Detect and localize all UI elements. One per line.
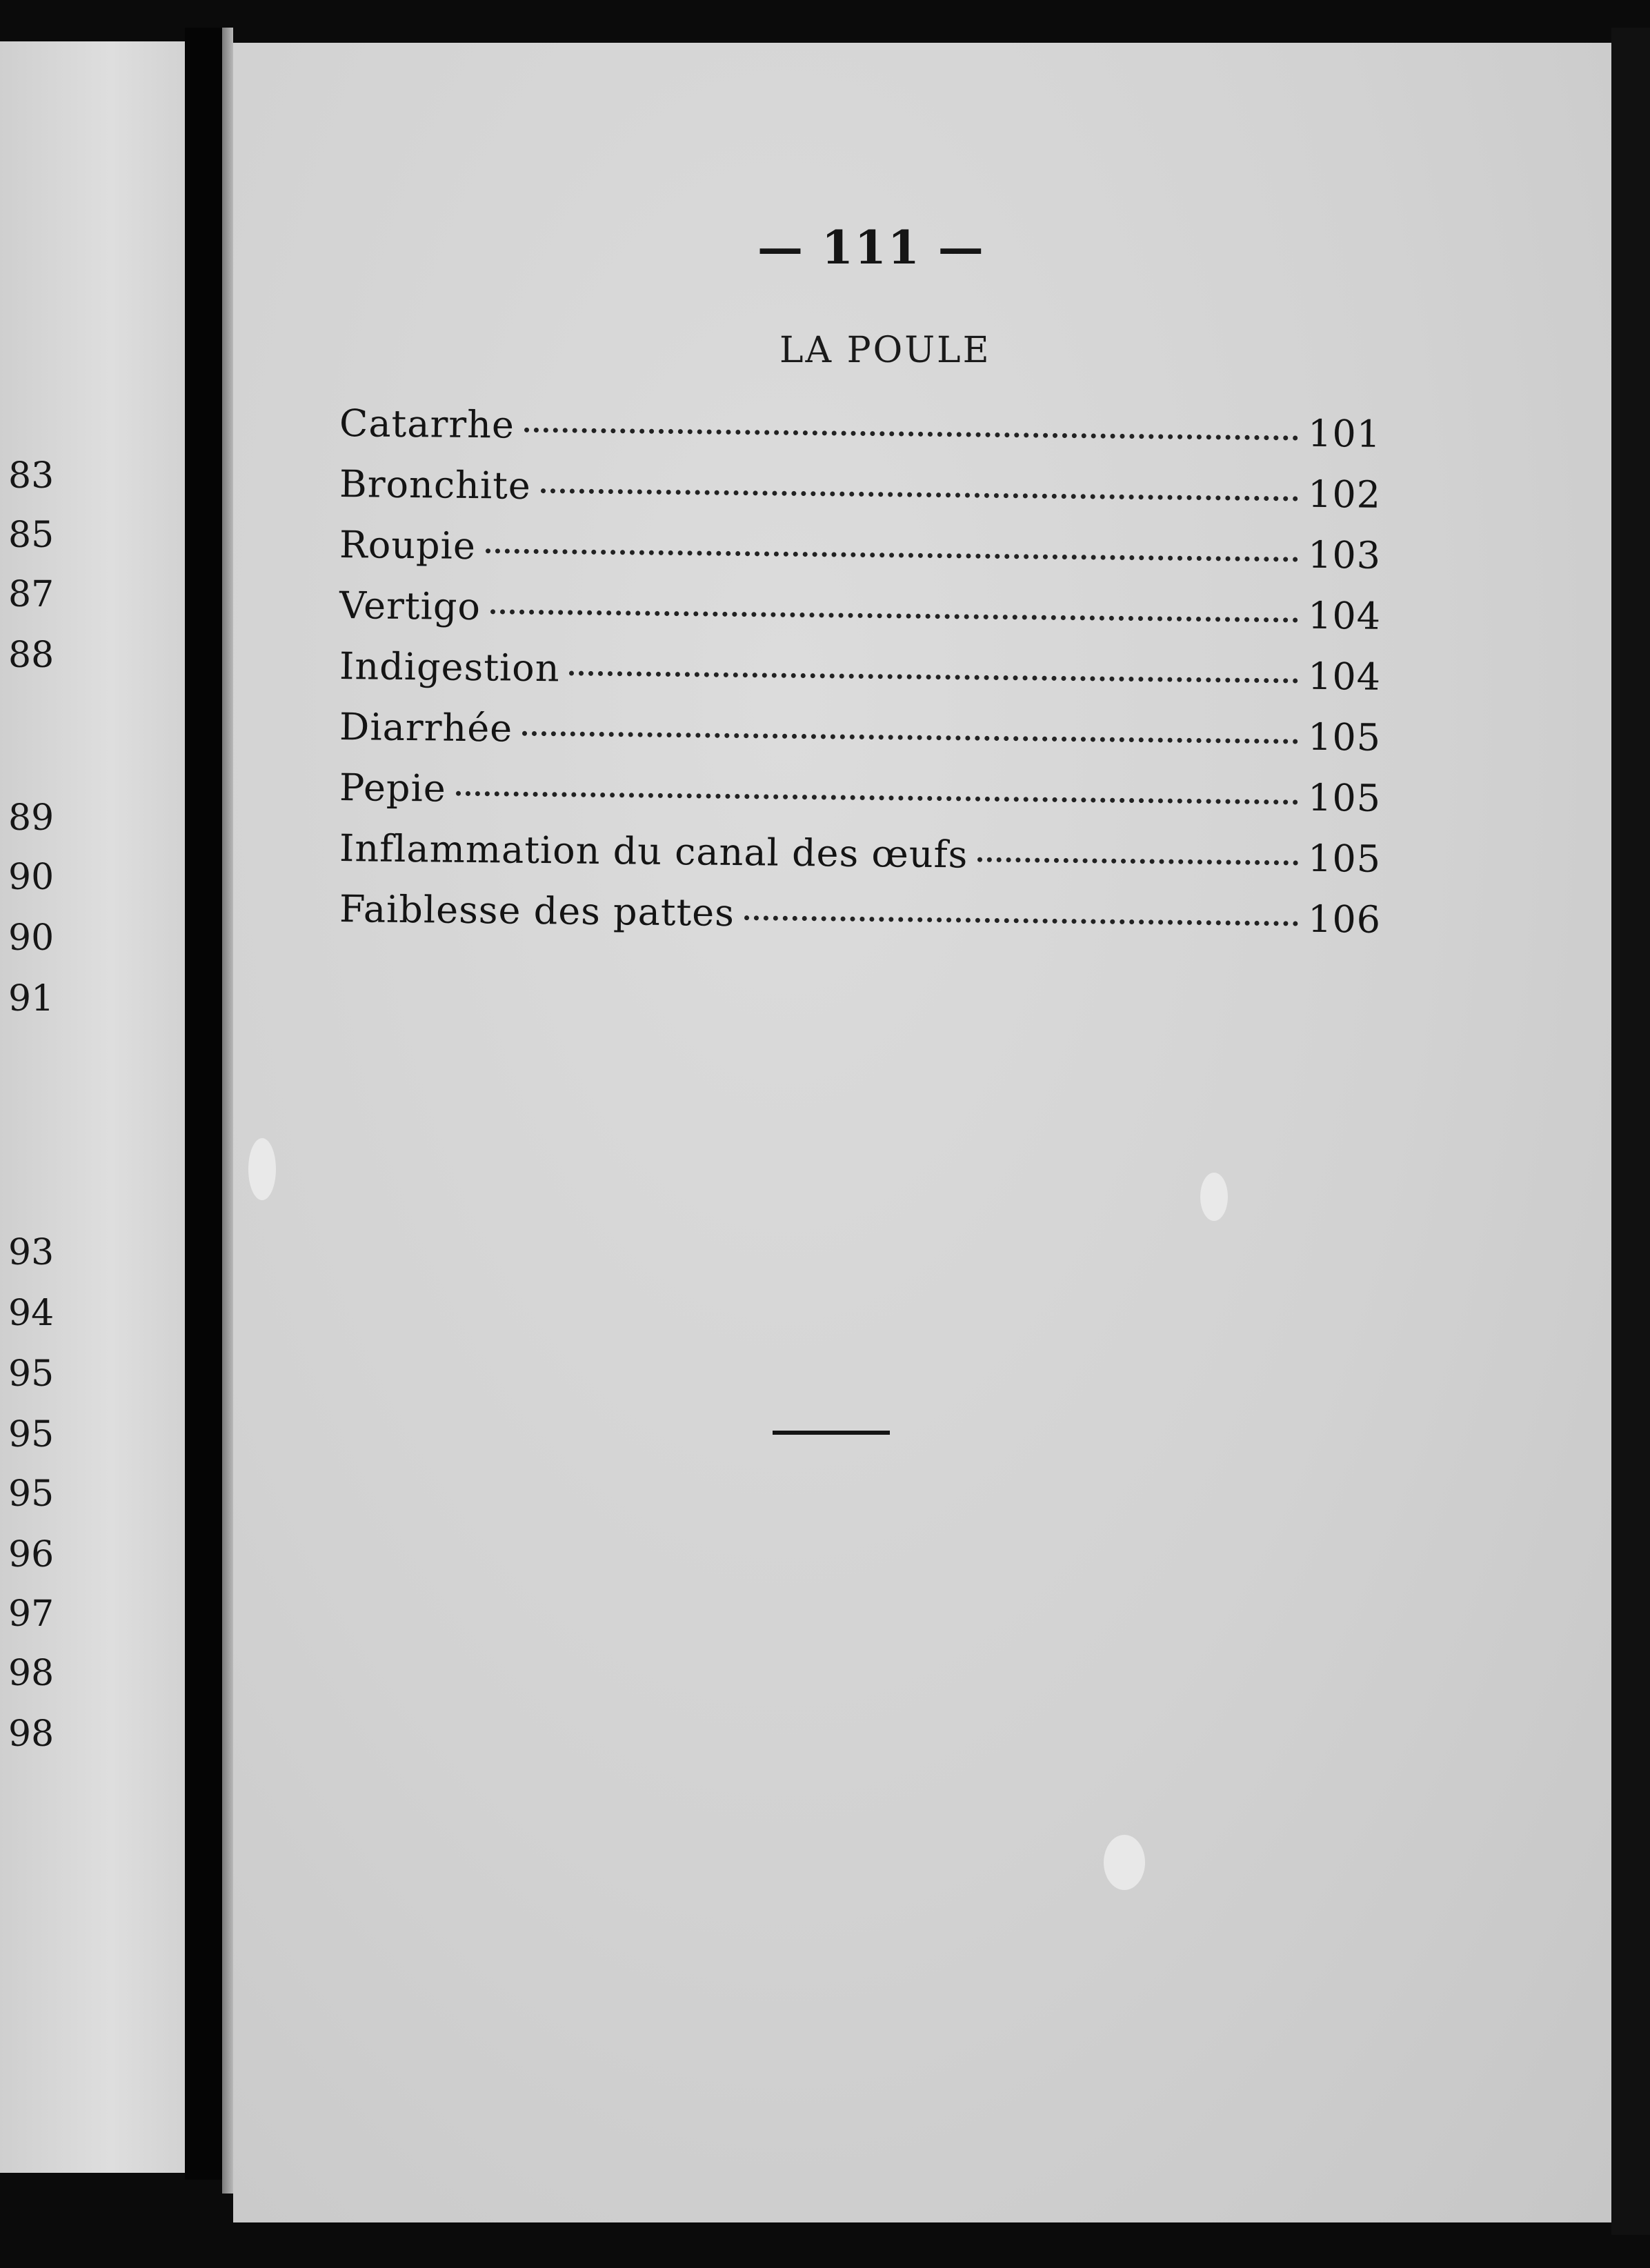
toc-entry <box>339 462 1382 531</box>
toc-entry-page: 106 <box>1307 897 1382 942</box>
left-page-number: 91 <box>8 978 54 1019</box>
toc-entry-title: Indigestion <box>339 644 560 690</box>
left-page-number: 88 <box>8 635 54 676</box>
toc-entry <box>339 401 1382 470</box>
dot-leader <box>977 857 1298 866</box>
toc-entry <box>339 705 1382 774</box>
toc-entry-title: Pepie <box>339 766 447 810</box>
dot-leader <box>524 428 1298 441</box>
scan-border-right <box>1611 28 1650 2235</box>
dot-leader <box>541 488 1298 501</box>
left-page-number: 83 <box>8 455 54 497</box>
dot-leader <box>569 670 1298 683</box>
left-page-number: 95 <box>8 1473 54 1515</box>
toc-entry-page: 103 <box>1307 533 1382 577</box>
toc-entry <box>339 826 1382 895</box>
toc-entry-title: Vertigo <box>339 584 481 629</box>
left-page-number: 93 <box>8 1232 54 1273</box>
left-page-number: 96 <box>8 1534 54 1575</box>
toc-entry-title: Diarrhée <box>339 705 513 750</box>
left-page-number: 85 <box>8 515 54 556</box>
toc-entry-page: 101 <box>1307 411 1382 456</box>
toc-entry-title: Inflammation du canal des œufs <box>339 826 968 877</box>
toc-entry-page: 105 <box>1307 715 1382 759</box>
dot-leader <box>490 609 1298 622</box>
toc-entry <box>339 523 1382 592</box>
left-page-number: 87 <box>8 574 54 615</box>
dot-leader <box>522 731 1298 744</box>
toc-entry <box>339 766 1382 835</box>
end-rule <box>773 1431 890 1435</box>
toc-entry <box>339 644 1382 713</box>
toc-entry-title: Catarrhe <box>339 401 515 447</box>
toc-entry-page: 105 <box>1307 836 1382 881</box>
left-page-number: 89 <box>8 797 54 839</box>
left-page-number: 90 <box>8 857 54 898</box>
left-page-number: 97 <box>8 1593 54 1635</box>
dot-leader <box>486 548 1298 561</box>
book-gutter <box>185 28 222 2180</box>
toc-entry-page: 105 <box>1307 775 1382 820</box>
toc-entry-title: Roupie <box>339 523 477 568</box>
section-title: LA POULE <box>779 330 991 371</box>
left-page-number: 98 <box>8 1713 54 1755</box>
scan-speck <box>248 1138 276 1200</box>
toc-entry-title: Faiblesse des pattes <box>339 887 735 935</box>
left-page-number: 95 <box>8 1414 54 1455</box>
dot-leader <box>744 915 1298 926</box>
toc-entry-title: Bronchite <box>339 462 532 508</box>
page-number: — 111 — <box>757 221 985 275</box>
scan-speck <box>1200 1173 1228 1221</box>
toc-entry-page: 104 <box>1307 593 1382 638</box>
left-page-fragment <box>0 41 185 2173</box>
toc-entry-page: 102 <box>1307 472 1382 517</box>
dot-leader <box>456 791 1298 805</box>
scan-speck <box>1104 1835 1145 1890</box>
toc-entry <box>339 584 1382 653</box>
left-page-number: 98 <box>8 1653 54 1694</box>
toc-entry-page: 104 <box>1307 654 1382 699</box>
page-edge <box>222 28 233 2194</box>
left-page-number: 95 <box>8 1353 54 1395</box>
left-page-number: 94 <box>8 1293 54 1334</box>
left-page-number: 90 <box>8 917 54 959</box>
toc-entry <box>339 887 1382 956</box>
